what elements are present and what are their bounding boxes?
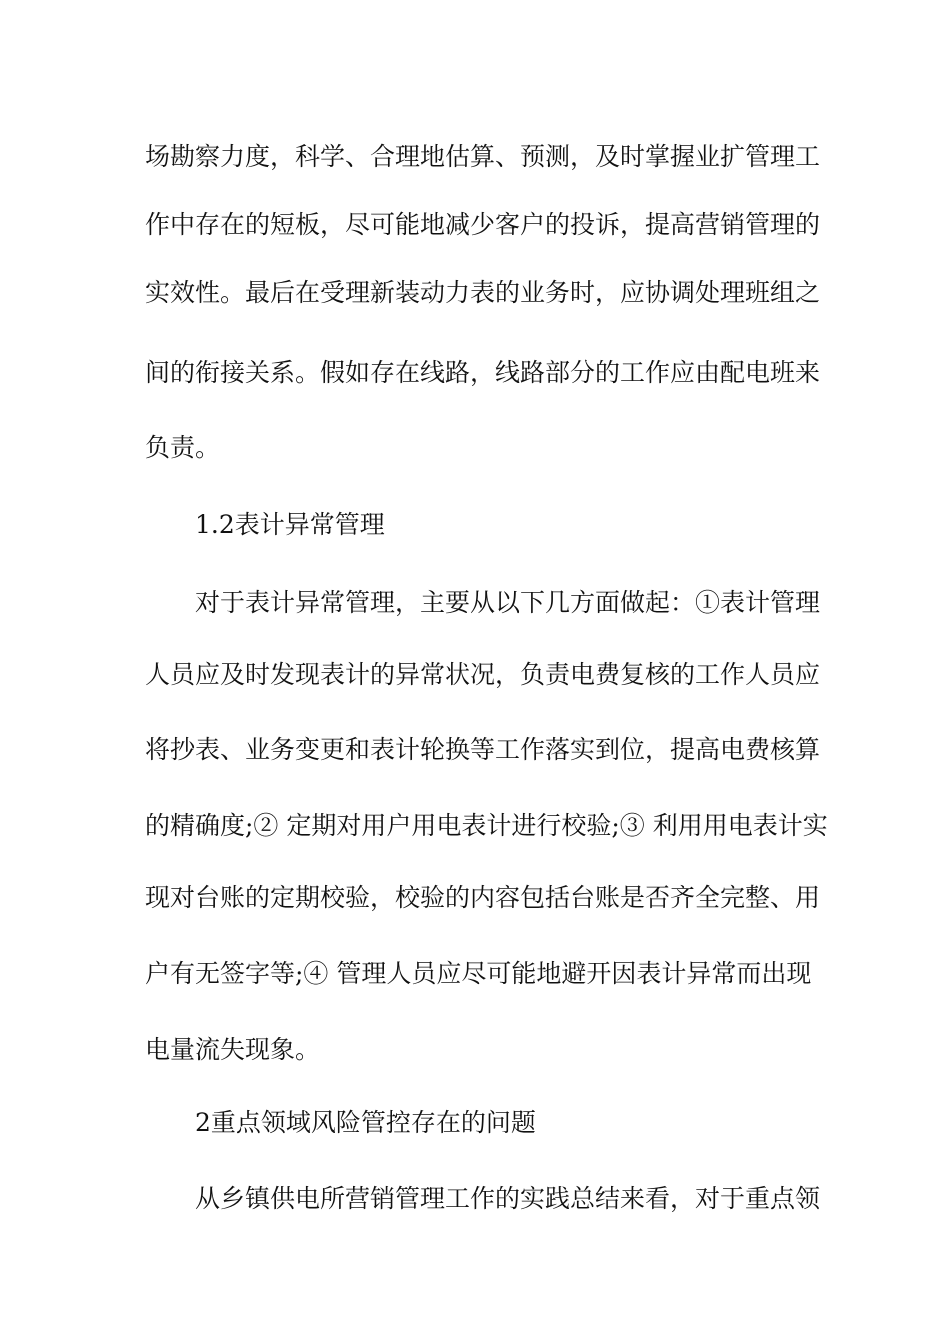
paragraph-line: 对于表计异常管理，主要从以下几方面做起：①表计管理	[195, 588, 821, 617]
section-heading: 2重点领域风险管控存在的问题	[195, 1108, 536, 1137]
paragraph-line: 实效性。最后在受理新装动力表的业务时，应协调处理班组之	[145, 278, 821, 307]
paragraph-line: 现对台账的定期校验，校验的内容包括台账是否齐全完整、用	[145, 883, 821, 912]
paragraph-line: 的精确度;② 定期对用户用电表计进行校验;③ 利用用电表计实	[145, 811, 828, 840]
paragraph-line: 场勘察力度，科学、合理地估算、预测，及时掌握业扩管理工	[145, 142, 821, 171]
section-heading: 1.2表计异常管理	[195, 510, 385, 539]
paragraph-line: 人员应及时发现表计的异常状况，负责电费复核的工作人员应	[145, 660, 821, 689]
paragraph-line: 将抄表、业务变更和表计轮换等工作落实到位，提高电费核算	[145, 735, 821, 764]
paragraph-line: 户有无签字等;④ 管理人员应尽可能地避开因表计异常而出现	[145, 959, 812, 988]
paragraph-line: 电量流失现象。	[145, 1035, 321, 1064]
paragraph-line: 负责。	[145, 433, 221, 462]
paragraph-line: 作中存在的短板，尽可能地减少客户的投诉，提高营销管理的	[145, 210, 821, 239]
paragraph-line: 间的衔接关系。假如存在线路，线路部分的工作应由配电班来	[145, 358, 821, 387]
paragraph-line: 从乡镇供电所营销管理工作的实践总结来看，对于重点领	[195, 1184, 821, 1213]
